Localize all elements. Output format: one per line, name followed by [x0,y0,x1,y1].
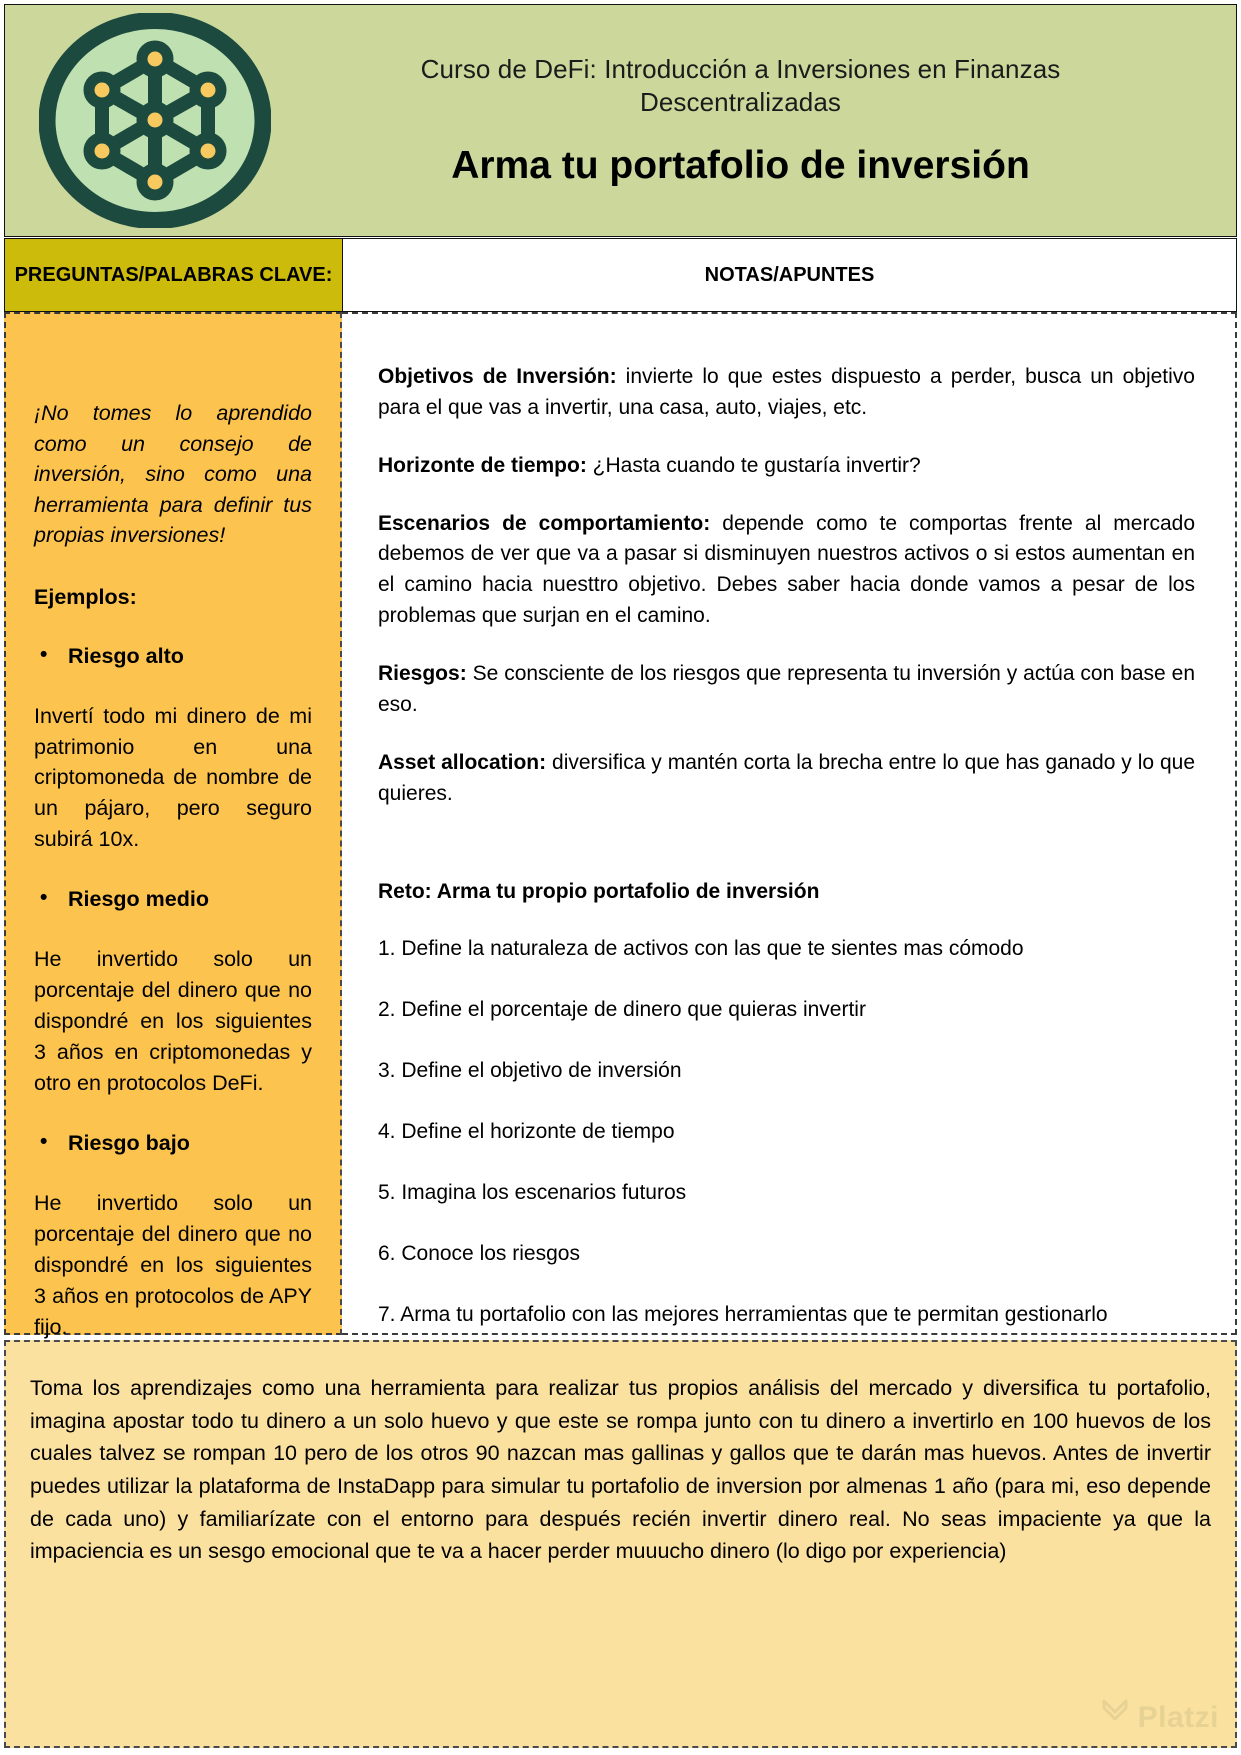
column-header-row [4,238,1237,312]
note-term: Asset allocation: [378,750,547,774]
list-item: 3. Define el objetivo de inversión [378,1059,682,1083]
notes-column-header: NOTAS/APUNTES [342,238,1237,312]
note-paragraph [378,509,1195,632]
notes-column [342,312,1237,1335]
note-term: Objetivos de Inversión: [378,365,617,388]
note-paragraph [378,748,1195,810]
course-subtitle: Curso de DeFi: Introducción a Inversiones en Finanzas Descentralizadas [420,53,1061,118]
cue-column-header: PREGUNTAS/PALABRAS CLAVE: [4,238,342,312]
cue-examples-label: Ejemplos: [34,584,137,609]
list-item: • Riesgo alto [34,644,312,669]
watermark-label: Platzi [1137,1700,1219,1734]
hexagon-network-logo-icon [39,13,271,228]
note-term: Horizonte de tiempo: [378,453,587,477]
cue-item-text: He invertido solo un porcentaje del dinero que no dispondré en los siguientes 3 años en criptomonedas y otro en protocolos DeFi. [34,947,312,1096]
list-item: 5. Imagina los escenarios futuros [378,1180,687,1204]
logo-container [5,4,305,237]
note-body: invierte lo que estes dispuesto a perder, busca un objetivo para el que vas a invertir, una casa, auto, viajes, etc. [378,365,1195,419]
spacer [378,836,1195,880]
note-term: Riesgos: [378,662,467,686]
notes-body [4,312,1237,1339]
cue-item-text: Invertí todo mi dinero de mi patrimonio en una criptomoneda de nombre de un pájaro, pero seguro subirá 10x. [34,703,312,852]
note-body: ¿Hasta cuando te gustaría invertir? [586,453,921,477]
header-banner [4,4,1237,237]
page-title: Arma tu portafolio de inversión [451,144,1030,188]
summary-text: Toma los aprendizajes como una herramienta para realizar tus propios análisis del mercado y diversifica tu portafolio, imagina apostar todo tu dinero a un solo huevo y que este se rompa junto con tu dinero a invertirlo en 100 huevos de los cuales talvez se rompan 10 pero de los otros 90 nazcan mas gallinas y gallos que te darán mas huevos. Antes de invertir puedes utilizar la plataforma de InstaDapp para simular tu portafolio de inversion por almenas 1 año (para mi, eso depende de cada uno) y familiarízate con el entorno para después recién invertir dinero real. No seas impaciente ya que la impaciencia es un sesgo emocional que te va a hacer perder muuucho dinero (lo digo por experiencia) [30,1376,1211,1564]
banner-text-block [305,53,1236,188]
list-item: 2. Define el porcentaje de dinero que quieras invertir [378,998,866,1022]
list-item: • Riesgo medio [34,887,312,912]
note-body: depende como te comportas frente al mercado debemos de ver que va a pasar si disminuyen nuestros activos o si estos aumentan en el camino hacia nuesttro objetivo. Debes saber hacia donde vamos a pesar de los problemas que surjan en el camino. [378,511,1196,628]
list-item: • Riesgo bajo [34,1131,312,1156]
note-body: diversifica y mantén corta la brecha entre lo que has ganado y lo que quieres. [378,750,1195,805]
cue-column [4,312,342,1339]
list-item: 7. Arma tu portafolio con las mejores herramientas que te permitan gestionarlo [378,1302,1108,1326]
note-paragraph [378,659,1195,721]
note-paragraph [378,362,1195,424]
challenge-title: Reto: Arma tu propio portafolio de inversión [378,880,820,904]
cue-intro-text: ¡No tomes lo aprendido como un consejo de inversión, sino como una herramienta para definir tus propias inversiones! [34,401,312,548]
list-item: 1. Define la naturaleza de activos con las que te sientes mas cómodo [378,937,1024,961]
summary-section [4,1340,1237,1748]
note-term: Escenarios de comportamiento: [378,511,711,535]
list-item: 6. Conoce los riesgos [378,1241,580,1265]
list-item: 4. Define el horizonte de tiempo [378,1120,675,1144]
cue-item-text: He invertido solo un porcentaje del dinero que no dispondré en los siguientes 3 años en protocolos de APY fijo. [34,1191,312,1339]
note-body: Se consciente de los riesgos que representa tu inversión y actúa con base en eso. [378,662,1195,716]
note-paragraph [378,451,1195,482]
